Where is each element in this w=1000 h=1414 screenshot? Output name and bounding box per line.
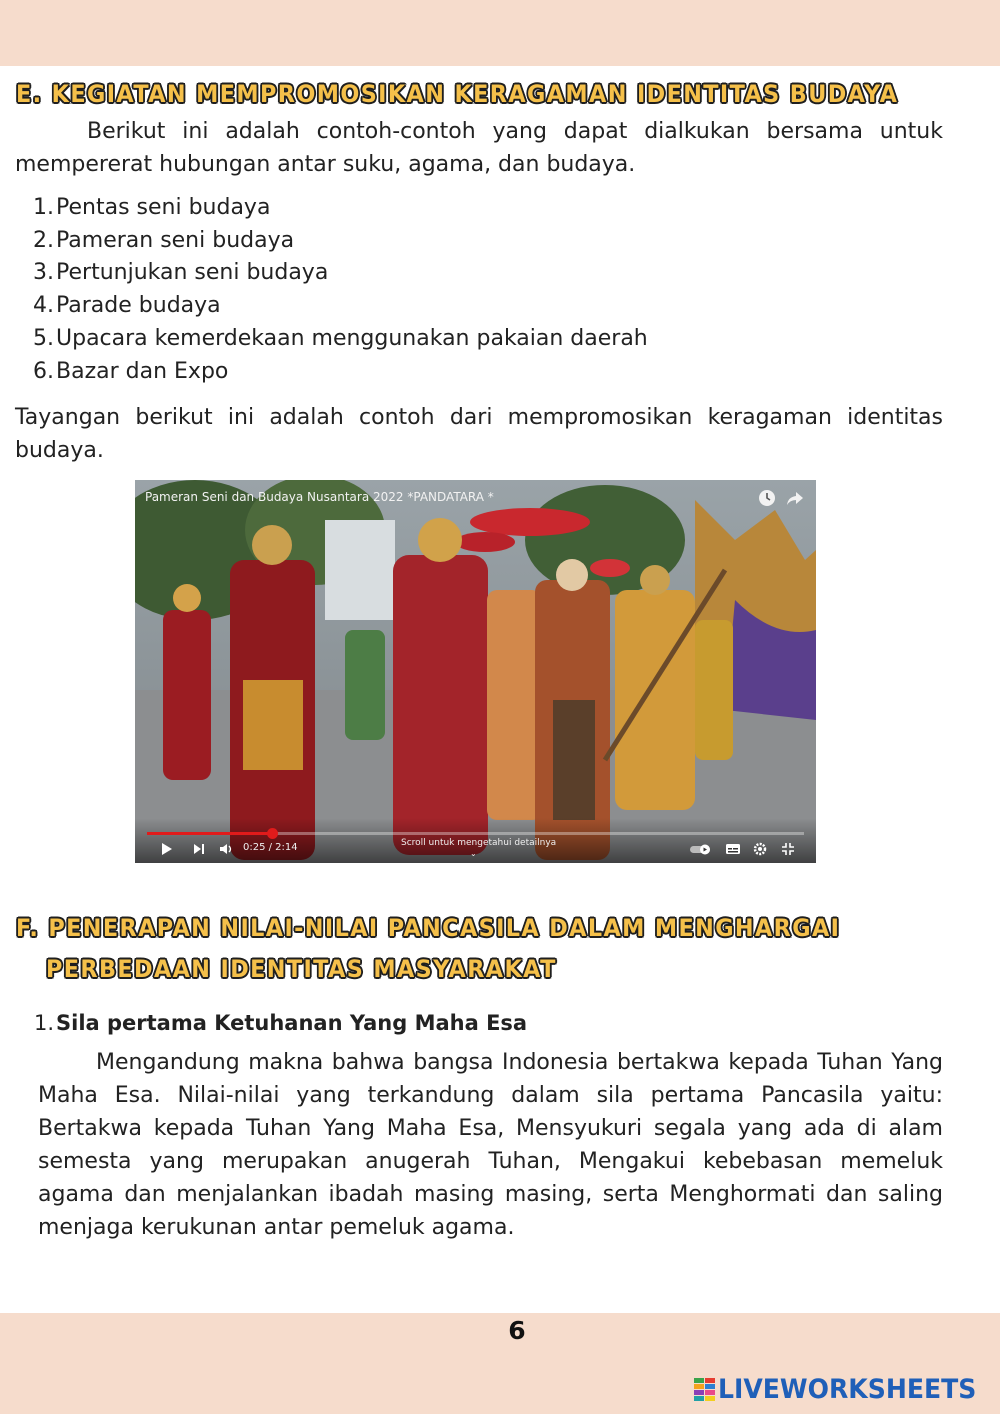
play-icon[interactable] xyxy=(161,842,173,856)
list-item-text: Bazar dan Expo xyxy=(56,358,229,384)
list-item xyxy=(30,257,648,290)
section-f-heading-line1: F. PENERAPAN NILAI-NILAI PANCASILA DALAM MENGHARGAI xyxy=(16,914,841,942)
exit-fullscreen-icon[interactable] xyxy=(781,842,795,856)
list-item xyxy=(30,290,648,323)
share-icon[interactable] xyxy=(786,489,804,507)
section-e-heading: E. KEGIATAN MEMPROMOSIKAN KERAGAMAN IDENTITAS BUDAYA xyxy=(16,80,899,108)
list-number: 1. xyxy=(33,195,54,220)
list-item xyxy=(30,225,648,258)
video-time: 0:25 / 2:14 xyxy=(243,842,298,853)
list-item xyxy=(30,356,648,389)
list-number: 4. xyxy=(33,293,54,319)
list-item xyxy=(30,192,648,225)
autoplay-toggle-icon[interactable] xyxy=(689,842,713,856)
scroll-hint: Scroll untuk mengetahui detailnya xyxy=(401,838,557,848)
sila-number: 1. xyxy=(33,1011,54,1035)
sila-description: Mengandung makna bahwa bangsa Indonesia bertakwa kepada Tuhan Yang Maha Esa. Nilai-nilai yang terkandung dalam sila pertama Pancasila yaitu: Bertakwa kepada Tuhan Yang Maha Esa, Mensyukuri segala yang ada di alam semesta yang merupakan anugerah Tuhan, Mengakui kebebasan memeluk agama dan menjalankan ibadah masing masing, serta Menghormati dan saling menjaga kerukunan antar pemeluk agama. xyxy=(38,1050,943,1240)
list-item-text: Pentas seni budaya xyxy=(56,195,271,220)
list-number: 6. xyxy=(33,358,54,384)
list-number: 2. xyxy=(33,227,54,253)
sila-title: Sila pertama Ketuhanan Yang Maha Esa xyxy=(56,1011,528,1035)
progress-played xyxy=(147,832,272,835)
list-item-text: Pertunjukan seni budaya xyxy=(56,260,329,286)
watch-later-icon[interactable] xyxy=(758,489,776,507)
page-number: 6 xyxy=(508,1316,526,1345)
list-item-text: Pameran seni budaya xyxy=(56,227,295,253)
settings-gear-icon[interactable] xyxy=(753,842,767,856)
list-item xyxy=(30,323,648,356)
list-number: 3. xyxy=(33,260,54,286)
progress-bar[interactable] xyxy=(147,832,804,835)
top-band xyxy=(0,0,1000,66)
video-title: Pameran Seni dan Budaya Nusantara 2022 *PANDATARA * xyxy=(145,490,494,504)
list-item-text: Parade budaya xyxy=(56,293,221,319)
list-number: 5. xyxy=(33,325,54,351)
progress-scrubber[interactable] xyxy=(267,828,278,839)
sila-heading xyxy=(30,1008,527,1038)
activity-list xyxy=(30,192,648,388)
next-icon[interactable] xyxy=(193,842,205,856)
video-frame xyxy=(135,480,816,863)
tayangan-text: Tayangan berikut ini adalah contoh dari mempromosikan keragaman identitas budaya. xyxy=(15,405,943,463)
video-player[interactable] xyxy=(135,480,816,863)
liveworksheets-logo-icon xyxy=(694,1378,716,1402)
section-f-heading-line2: PERBEDAAN IDENTITAS MASYARAKAT xyxy=(46,955,557,983)
list-item-text: Upacara kemerdekaan menggunakan pakaian daerah xyxy=(56,325,648,351)
liveworksheets-brand: LIVEWORKSHEETS xyxy=(718,1374,977,1405)
section-e-intro: Berikut ini adalah contoh-contoh yang dapat dialkukan bersama untuk mempererat hubungan antar suku, agama, dan budaya. xyxy=(15,119,943,177)
liveworksheets-logo[interactable] xyxy=(694,1374,996,1405)
video-controls xyxy=(135,818,816,863)
volume-icon[interactable] xyxy=(219,842,233,856)
chevron-down-icon: ⌄ xyxy=(470,849,477,858)
subtitles-icon[interactable] xyxy=(725,842,741,856)
